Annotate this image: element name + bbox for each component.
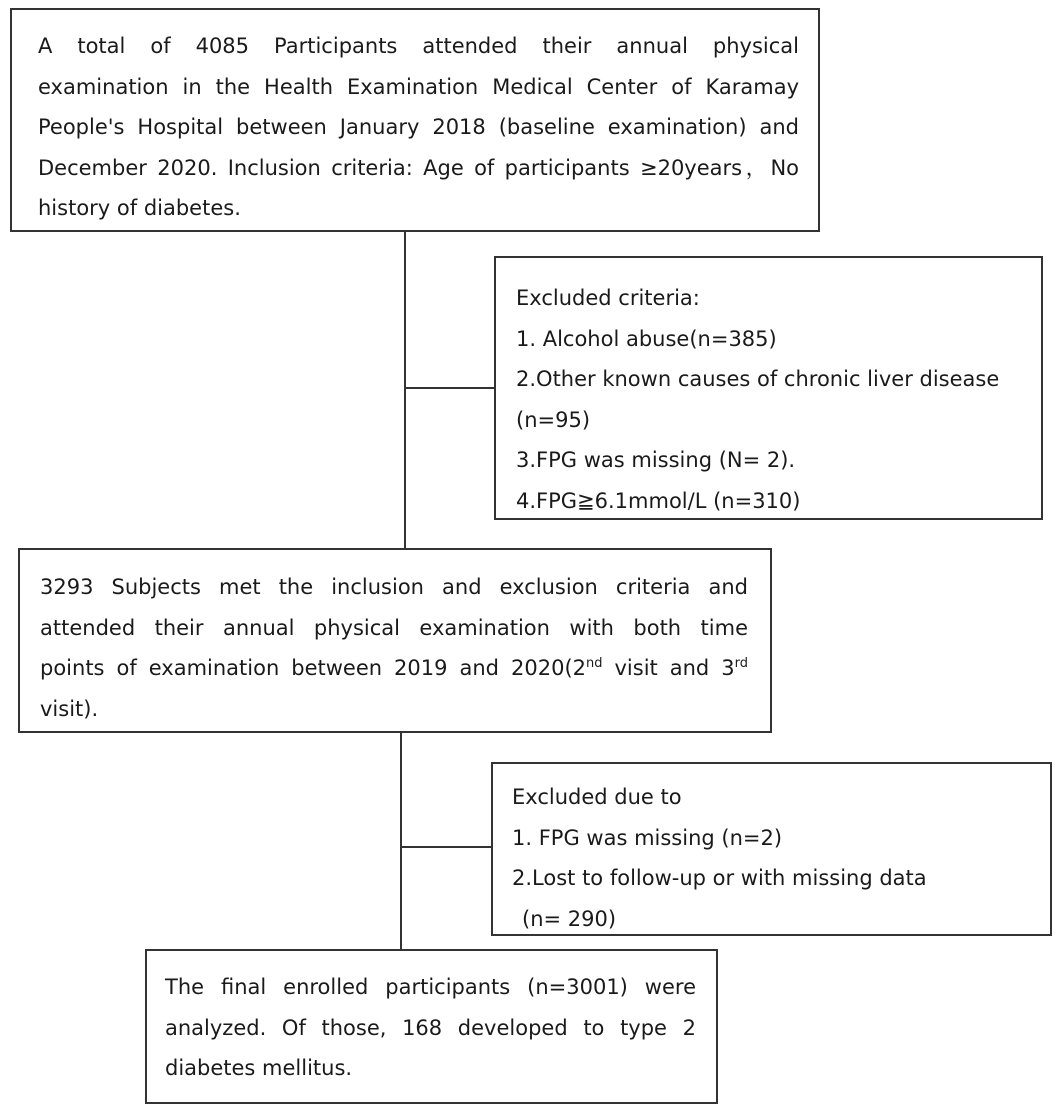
participants-line-5: history of diabetes. [38,196,241,220]
exclusion-followup-item: 1. FPG was missing (n=2) [512,825,783,850]
exclusion-criteria-item: 2.Other known causes of chronic liver disease [516,367,1000,391]
connector-branch-1 [404,387,496,389]
participants-line-3: People's Hospital between January 2018 (baseline examination) and [38,115,799,139]
participants-line-1: A total of 4085 Participants attended their annual physical [38,34,799,58]
eligible-subjects-box [18,548,772,733]
exclusion-criteria-item: (n=95) [516,407,591,432]
exclusion-criteria-title: Excluded criteria: [516,286,700,310]
eligible-line-3: points of examination between 2019 and 2020(2nd visit and 3rd [40,656,748,680]
final-line-3: diabetes mellitus. [165,1056,353,1080]
exclusion-followup-title: Excluded due to [512,785,682,809]
exclusion-followup-box [491,762,1052,936]
exclusion-criteria-item: 1. Alcohol abuse(n=385) [516,326,777,351]
exclusion-criteria-item: 4.FPG≧6.1mmol/L (n=310) [516,488,801,513]
connector-main-1 [404,230,406,549]
exclusion-criteria-box [494,256,1043,520]
participants-line-2: examination in the Health Examination Medical Center of Karamay [38,74,799,99]
exclusion-criteria-item: 3.FPG was missing (N= 2). [516,448,796,472]
exclusion-followup-item: (n= 290) [522,906,617,931]
eligible-line-4: visit). [40,696,99,721]
connector-branch-2 [400,846,493,848]
final-line-1: The final enrolled participants (n=3001) were [165,975,696,999]
eligible-line-2: attended their annual physical examination with both time [40,615,748,640]
eligible-line-1: 3293 Subjects met the inclusion and exclusion criteria and [40,575,748,599]
final-enrolled-box [145,949,718,1104]
exclusion-followup-item: 2.Lost to follow-up or with missing data [512,866,927,890]
final-line-2: analyzed. Of those, 168 developed to type 2 [165,1015,696,1040]
participants-line-4: December 2020. Inclusion criteria: Age of participants ≥20years，No [38,155,799,180]
connector-main-2 [400,731,402,950]
participants-box [10,8,820,232]
